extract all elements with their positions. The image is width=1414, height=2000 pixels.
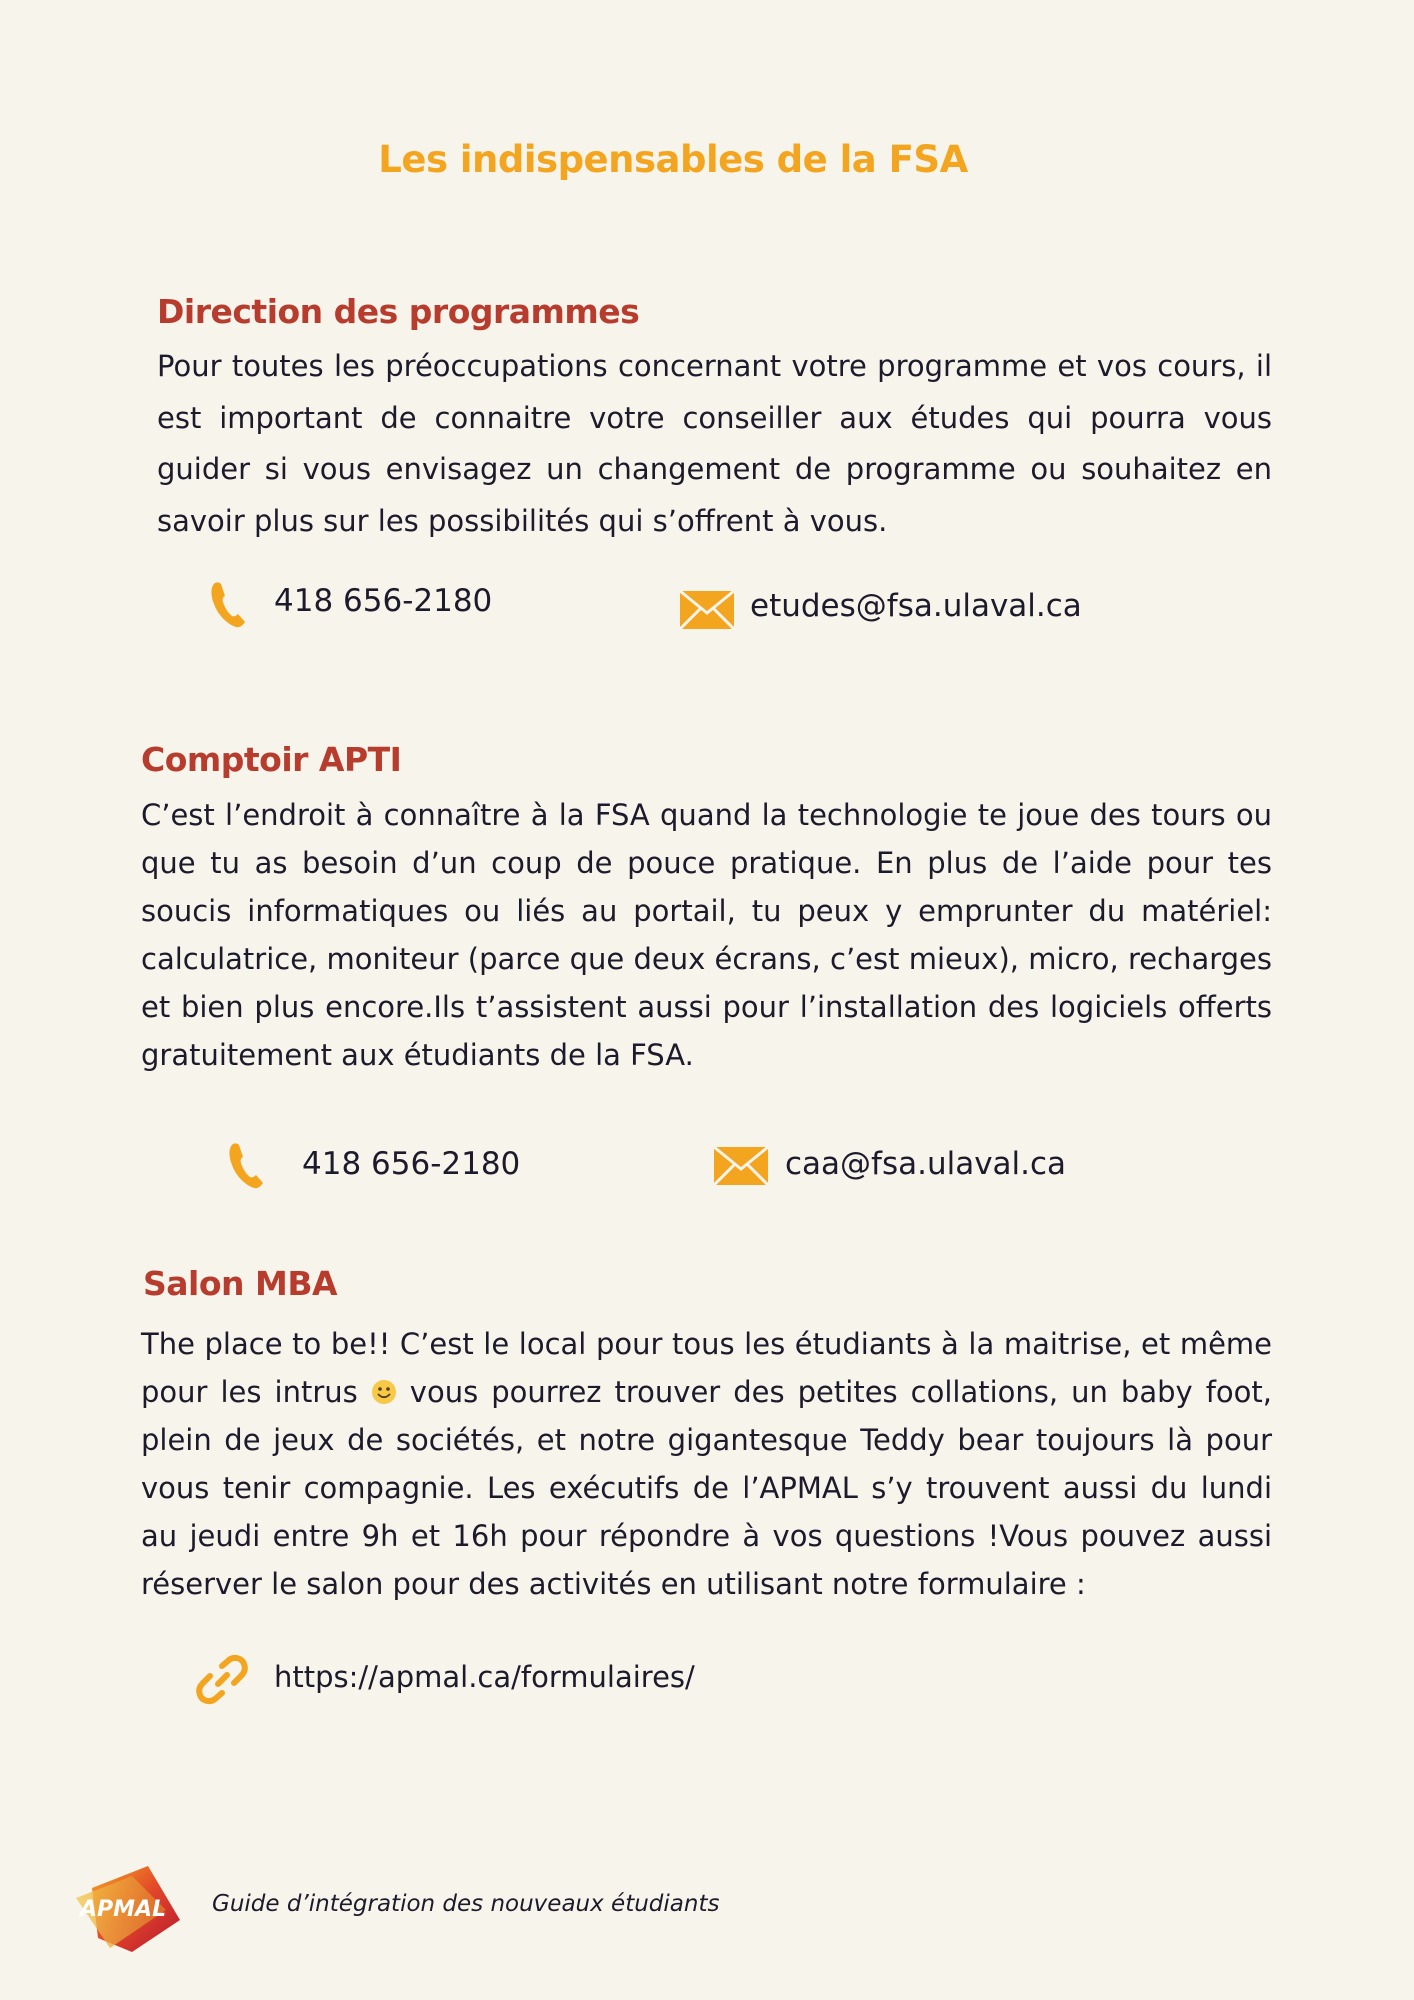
section-heading-comptoir-apti: Comptoir APTI [141, 740, 402, 779]
salon-body-part-1: The place to be!! C’est le local pour tous les étudiants à la maitrise, et même pour les intrus [141, 1327, 1272, 1409]
footer-caption: Guide d’intégration des nouveaux étudiants [212, 1891, 720, 1917]
section-body-salon-mba [141, 1320, 1272, 1608]
apmal-logo-text: APMAL [80, 1897, 167, 1922]
formulaire-link[interactable]: https://apmal.ca/formulaires/ [274, 1660, 695, 1694]
section-body-direction-programmes: Pour toutes les préoccupations concernant votre programme et vos cours, il est important de connaitre votre conseiller aux études qui pourra vous guider si vous envisagez un changement de programme ou souhaitez en savoir plus sur les possibilités qui s’offrent à vous. [157, 349, 1272, 538]
phone-icon [209, 580, 247, 628]
smiley-icon [371, 1371, 397, 1397]
section-heading-direction-programmes: Direction des programmes [157, 292, 640, 331]
page-title: Les indispensables de la FSA [378, 138, 968, 181]
phone-number[interactable]: 418 656-2180 [302, 1146, 521, 1182]
section-body-comptoir-apti: C’est l’endroit à connaître à la FSA quand la technologie te joue des tours ou que tu as besoin d’un coup de pouce pratique. En plus de l’aide pour tes soucis informatiques ou liés au portail, tu peux y emprunter du matériel: calculatrice, moniteur (parce que deux écrans, c’est mieux), micro, recharges et bien plus encore.Ils t’assistent aussi pour l’installation des logiciels offerts gratuitement aux étudiants de la FSA. [141, 798, 1272, 1072]
phone-icon [227, 1141, 265, 1189]
section-heading-salon-mba: Salon MBA [143, 1264, 338, 1303]
link-icon [196, 1655, 248, 1705]
email-address[interactable]: etudes@fsa.ulaval.ca [750, 588, 1082, 624]
mail-icon [680, 591, 734, 629]
salon-body-part-2: vous pourrez trouver des petites collations, un baby foot, plein de jeux de sociétés, et notre gigantesque Teddy bear toujours là pour vous tenir compagnie. Les exécutifs de l’APMAL s’y trouvent aussi du lundi au jeudi entre 9h et 16h pour répondre à vos questions !Vous pouvez aussi réserver le salon pour des activités en utilisant notre formulaire : [141, 1375, 1272, 1601]
phone-number[interactable]: 418 656-2180 [274, 583, 493, 619]
email-address[interactable]: caa@fsa.ulaval.ca [785, 1146, 1067, 1182]
apmal-logo [70, 1858, 194, 1958]
mail-icon [714, 1147, 768, 1185]
